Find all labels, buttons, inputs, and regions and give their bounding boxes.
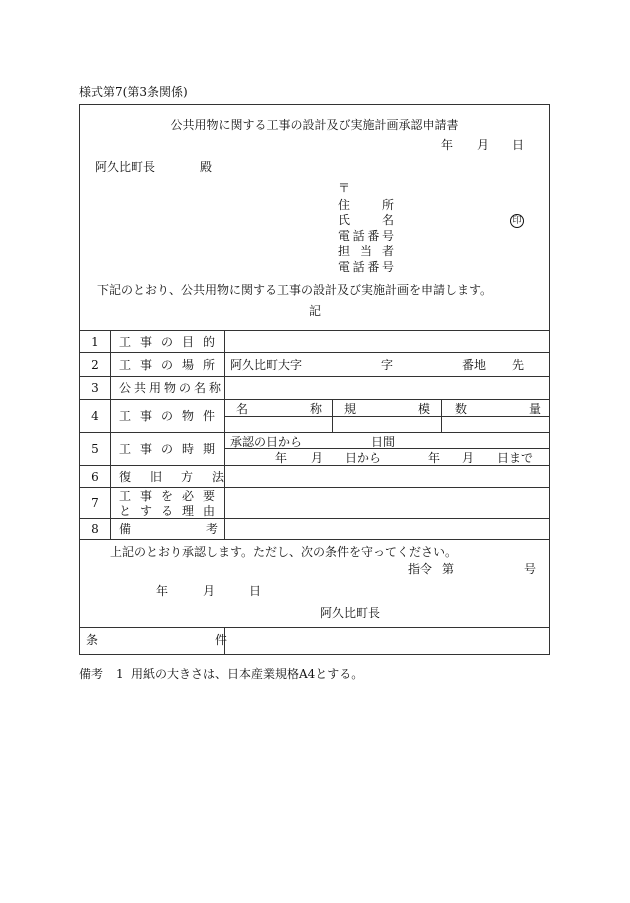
- row-line: [79, 487, 550, 488]
- row-line: [79, 376, 550, 377]
- postal-mark: 〒: [338, 181, 351, 195]
- row-label-reason-2: とする理由: [119, 504, 225, 518]
- row-no: 3: [91, 381, 99, 395]
- place-prefix: 阿久比町大字: [230, 358, 303, 372]
- row-label-item: 工事の物件: [119, 409, 225, 423]
- row-line: [79, 352, 550, 353]
- period-year-1: 年: [275, 451, 288, 465]
- row-label-restoration: 復旧方法: [119, 470, 244, 484]
- condition-line: [79, 627, 550, 628]
- row-line: [79, 539, 550, 540]
- form-id: 様式第7(第3条関係): [79, 85, 188, 99]
- row-label-reason-1: 工事を必要: [119, 489, 225, 503]
- place-banchi: 番地: [462, 358, 487, 372]
- order-dai: 第: [442, 562, 455, 576]
- seal-icon: 印: [510, 214, 524, 228]
- no-col-line: [110, 330, 111, 539]
- period-day-from: 日から: [345, 451, 382, 465]
- item-header-scale: 規模: [344, 402, 493, 416]
- date-day: 日: [512, 138, 525, 152]
- form-title: 公共用物に関する工事の設計及び実施計画承認申請書: [170, 118, 459, 132]
- item-header-line: [224, 416, 550, 417]
- row-no: 8: [91, 522, 99, 536]
- row-label-remarks: 備考: [119, 522, 294, 536]
- form-frame: [79, 104, 604, 655]
- approval-text: 上記のとおり承認します。ただし、次の条件を守ってください。: [110, 545, 458, 559]
- row-no: 1: [91, 335, 99, 349]
- intro-text: 下記のとおり、公共用物に関する工事の設計及び実施計画を申請します。: [97, 283, 493, 297]
- period-day-until: 日まで: [497, 451, 534, 465]
- condition-label: 条件: [86, 633, 345, 647]
- field-person-phone: 電 話 番 号: [338, 260, 394, 274]
- label-col-line: [224, 330, 225, 539]
- place-saki: 先: [512, 358, 525, 372]
- row-no: 5: [91, 442, 99, 456]
- row-line: [79, 518, 550, 519]
- seal-mark: [510, 213, 524, 228]
- footnote-label: 備考: [79, 667, 104, 681]
- row-line: [79, 399, 550, 400]
- period-days: 日間: [371, 435, 396, 449]
- footnote-number: 1: [116, 667, 124, 681]
- order-prefix: 指令: [408, 562, 433, 576]
- order-go: 号: [524, 562, 537, 576]
- row-line: [79, 465, 550, 466]
- row-label-purpose: 工事の目的: [119, 335, 225, 349]
- period-year-2: 年: [428, 451, 441, 465]
- item-header-name: 名称: [236, 402, 385, 416]
- row-no: 4: [91, 409, 99, 423]
- footnote-text: 用紙の大きさは、日本産業規格A4とする。: [131, 667, 364, 681]
- row-label-place: 工事の場所: [119, 358, 225, 372]
- honorific: 殿: [200, 160, 213, 174]
- period-month-1: 月: [311, 451, 324, 465]
- field-person: 担 当 者: [338, 244, 394, 258]
- date-year: 年: [441, 138, 454, 152]
- row-no: 6: [91, 470, 99, 484]
- period-month-2: 月: [462, 451, 475, 465]
- item-header-qty: 数量: [455, 402, 604, 416]
- ki-heading: 記: [309, 304, 322, 318]
- field-phone: 電 話 番 号: [338, 229, 394, 243]
- row-label-period: 工事の時期: [119, 442, 225, 456]
- row-no: 2: [91, 358, 99, 372]
- row-label-facility: 公共用物の名称: [119, 381, 225, 395]
- period-from-approval: 承認の日から: [230, 435, 303, 449]
- approval-year: 年: [156, 584, 169, 598]
- approver: 阿久比町長: [320, 606, 381, 620]
- row-no: 7: [91, 496, 99, 510]
- approval-day: 日: [249, 584, 262, 598]
- field-name: 氏 名: [338, 213, 394, 227]
- date-month: 月: [477, 138, 490, 152]
- field-address: 住 所: [338, 198, 394, 212]
- addressee: 阿久比町長: [95, 160, 156, 174]
- table-top-line: [79, 330, 550, 331]
- approval-month: 月: [203, 584, 216, 598]
- place-aza: 字: [381, 358, 394, 372]
- row-line: [79, 432, 550, 433]
